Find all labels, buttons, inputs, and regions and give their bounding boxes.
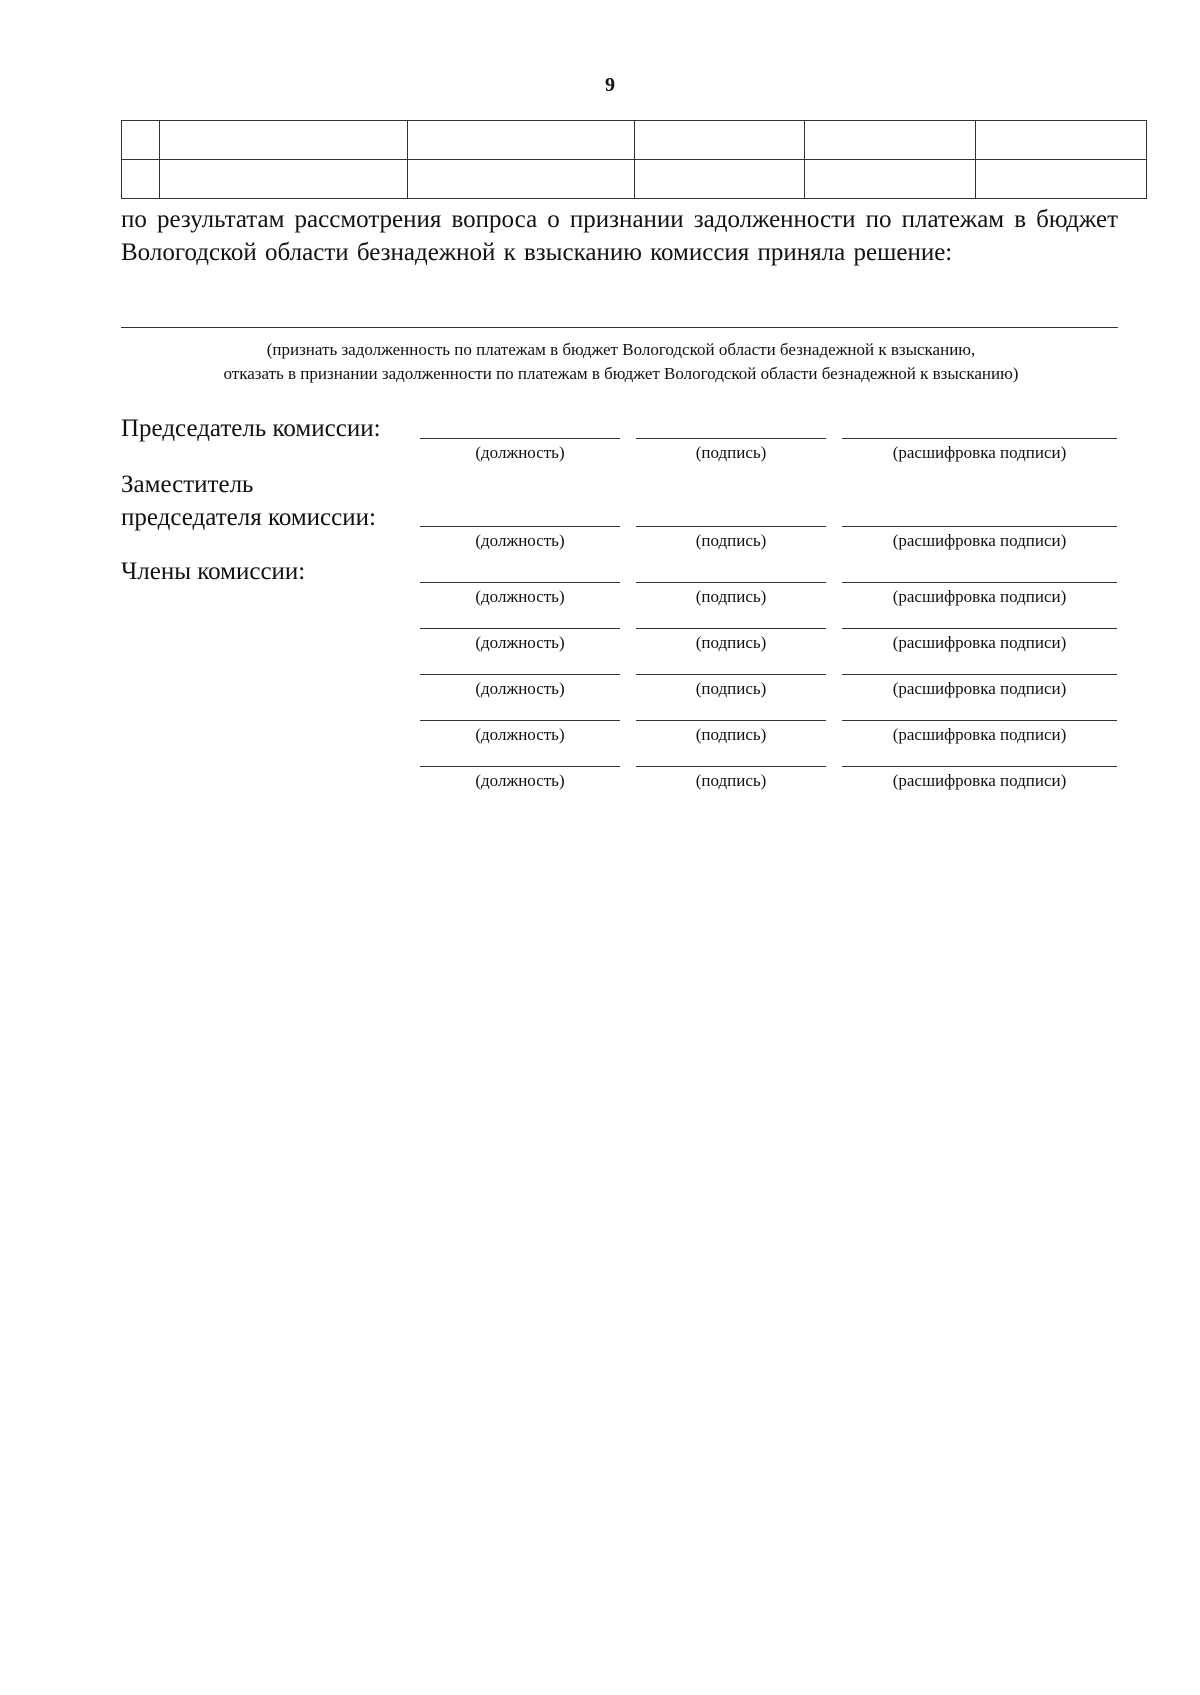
transcript-field[interactable] [842,720,1117,760]
signature-caption: (подпись) [695,633,767,652]
table-cell [805,160,976,199]
position-caption: (должность) [475,443,565,462]
signature-caption: (подпись) [695,531,767,550]
position-field[interactable] [420,582,620,622]
signature-line [636,674,826,675]
position-caption: (должность) [475,587,565,606]
decision-hint-line: (признать задолженность по платежам в бюджет Вологодской области безнадежной к взысканию, [266,340,976,359]
transcript-field[interactable] [842,766,1117,806]
table-cell [122,121,160,160]
position-line [420,720,620,721]
chairman-label: Председатель комиссии: [121,415,381,442]
signature-line [636,720,826,721]
decision-hint-line: отказать в признании задолженности по платежам в бюджет Вологодской области безнадежной к взысканию) [223,364,1019,383]
transcript-field[interactable] [842,582,1117,622]
transcript-line [842,438,1117,439]
deputy-label [121,468,376,534]
member-signature-row [420,582,1117,622]
signature-field[interactable] [636,628,826,668]
transcript-caption: (расшифровка подписи) [892,443,1067,462]
deputy-label-line: Заместитель [121,471,254,498]
table-cell [805,121,976,160]
transcript-caption: (расшифровка подписи) [892,587,1067,606]
table-cell [976,160,1147,199]
table-row [122,160,1147,199]
position-caption: (должность) [475,633,565,652]
transcript-caption: (расшифровка подписи) [892,633,1067,652]
member-signature-row [420,674,1117,714]
position-field[interactable] [420,766,620,806]
signature-line [636,526,826,527]
transcript-line [842,766,1117,767]
position-line [420,438,620,439]
decision-blank-line[interactable] [121,327,1118,328]
position-line [420,582,620,583]
position-line [420,766,620,767]
signature-field[interactable] [636,674,826,714]
transcript-field[interactable] [842,628,1117,668]
signature-field[interactable] [636,526,826,566]
signature-caption: (подпись) [695,587,767,606]
table-row [122,121,1147,160]
signature-field[interactable] [636,766,826,806]
decision-hint [121,338,1121,386]
signature-line [636,582,826,583]
table-cell [635,121,805,160]
transcript-caption: (расшифровка подписи) [892,725,1067,744]
transcript-caption: (расшифровка подписи) [892,771,1067,790]
transcript-line [842,526,1117,527]
transcript-line [842,720,1117,721]
signature-caption: (подпись) [695,443,767,462]
transcript-caption: (расшифровка подписи) [892,531,1067,550]
commission-table [121,120,1147,199]
signature-field[interactable] [636,720,826,760]
table-cell [160,121,408,160]
position-field[interactable] [420,438,620,478]
member-signature-row [420,766,1117,806]
members-label: Члены комиссии: [121,558,306,585]
signature-caption: (подпись) [695,771,767,790]
table-cell [976,121,1147,160]
position-field[interactable] [420,674,620,714]
table-cell [635,160,805,199]
member-signature-row [420,720,1117,760]
position-field[interactable] [420,628,620,668]
signature-field[interactable] [636,438,826,478]
transcript-field[interactable] [842,674,1117,714]
signature-caption: (подпись) [695,725,767,744]
signature-field[interactable] [636,582,826,622]
signature-line [636,438,826,439]
transcript-field[interactable] [842,438,1117,478]
position-caption: (должность) [475,771,565,790]
transcript-field[interactable] [842,526,1117,566]
transcript-line [842,582,1117,583]
transcript-line [842,674,1117,675]
position-field[interactable] [420,526,620,566]
page-number: 9 [605,74,615,96]
signature-caption: (подпись) [695,679,767,698]
decision-paragraph: по результатам рассмотрения вопроса о признании задолженности по платежам в бюджет Вологодской области безнадежной к взысканию комиссия приняла решение: [121,206,1118,266]
deputy-signature-row [420,526,1117,566]
table-cell [160,160,408,199]
chairman-signature-row [420,438,1117,478]
signature-line [636,628,826,629]
position-line [420,628,620,629]
transcript-line [842,628,1117,629]
table-cell [408,160,635,199]
transcript-caption: (расшифровка подписи) [892,679,1067,698]
deputy-label-line: председателя комиссии: [121,504,376,531]
position-field[interactable] [420,720,620,760]
position-line [420,674,620,675]
position-caption: (должность) [475,531,565,550]
member-signature-row [420,628,1117,668]
table-cell [408,121,635,160]
signature-line [636,766,826,767]
position-caption: (должность) [475,679,565,698]
position-line [420,526,620,527]
table-cell [122,160,160,199]
position-caption: (должность) [475,725,565,744]
